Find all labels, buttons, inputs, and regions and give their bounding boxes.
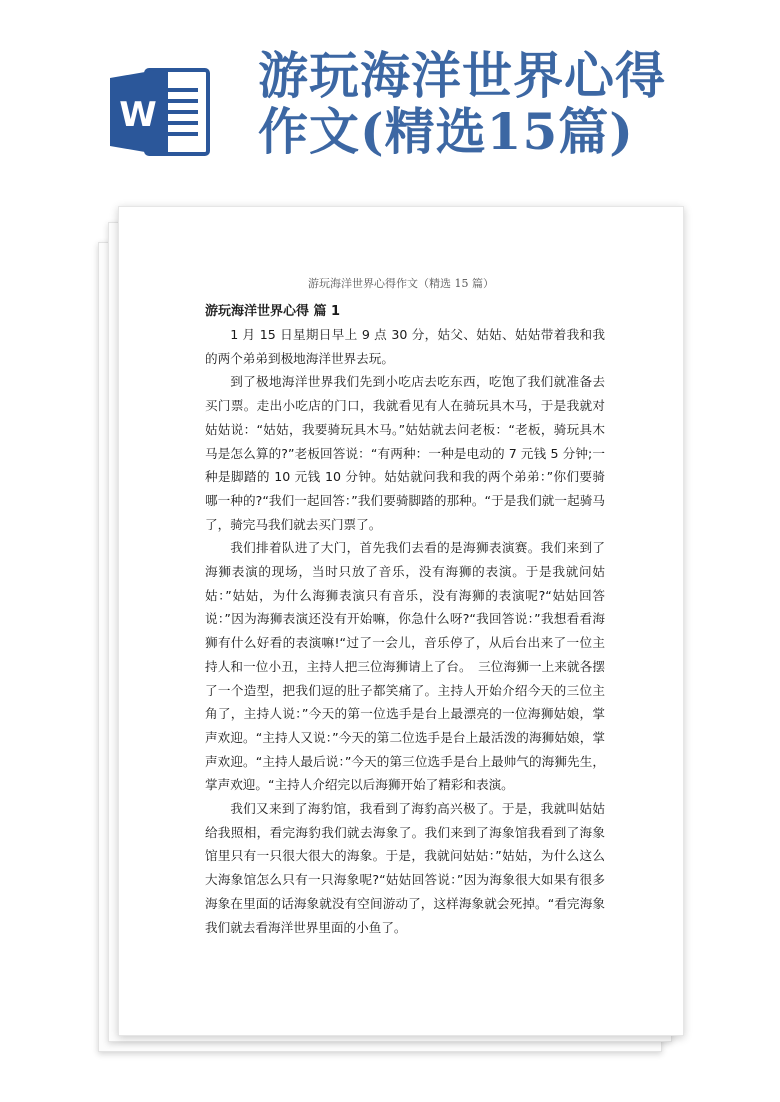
paragraph-1: 1 月 15 日星期日早上 9 点 30 分，姑父、姑姑、姑姑带着我和我的两个弟弟到极地海洋世界去玩。 (205, 327, 605, 366)
svg-text:W: W (119, 95, 157, 135)
document-body (205, 301, 605, 939)
word-document-icon (108, 66, 210, 158)
running-header: 游玩海洋世界心得作文（精选 15 篇） (308, 277, 494, 290)
section-title: 游玩海洋世界心得 篇 1 (205, 304, 341, 319)
paragraph-3: 我们排着队进了大门，首先我们去看的是海狮表演赛。我们来到了海狮表演的现场，当时只放了音乐，没有海狮的表演。于是我就问姑姑：”姑姑，为什么海狮表演只有音乐，没有海狮的表演呢?“姑姑回答说：”因为海狮表演还没有开始嘛，你急什么呀?“我回答说：”我想看看海狮有什么好看的表演嘛!“过了一会儿，音乐停了，从后台出来了一位主持人和一位小丑，主持人把三位海狮请上了台。 三位海狮一上来就各摆了一个造型，把我们逗的肚子都笑痛了。主持人开始介绍今天的三位主角了，主持人说：”今天的第一位选手是台上最漂亮的一位海狮姑娘，掌声欢迎。“主持人又说：”今天的第二位选手是台上最活泼的海狮姑娘，掌声欢迎。“主持人最后说：”今天的第三位选手是台上最帅气的海狮先生，掌声欢迎。“主持人介绍完以后海狮开始了精彩和表演。 (205, 540, 605, 793)
document-title (258, 48, 768, 160)
paragraph-2: 到了极地海洋世界我们先到小吃店去吃东西，吃饱了我们就准备去买门票。走出小吃店的门口，我就看见有人在骑玩具木马，于是我就对姑姑说：“姑姑，我要骑玩具木马。”姑姑就去问老板：“老板，骑玩具木马是怎么算的?”老板回答说：“有两种：一种是电动的 7 元钱 5 分钟;一种是脚踏的 10 元钱 10 分钟。姑姑就问我和我的两个弟弟：”你们要骑哪一种的?“我们一起回答：”我们要骑脚踏的那种。“于是我们就一起骑马了，骑完马我们就去买门票了。 (205, 374, 605, 532)
document-page (118, 206, 684, 1036)
paragraph-4: 我们又来到了海豹馆，我看到了海豹高兴极了。于是，我就叫姑姑给我照相，看完海豹我们就去海象了。我们来到了海象馆我看到了海象馆里只有一只很大很大的海象。于是，我就问姑姑：”姑姑，为什么这么大海象馆怎么只有一只海象呢?“姑姑回答说：”因为海象很大如果有很多海象在里面的话海象就没有空间游动了，这样海象就会死掉。“看完海象我们就去看海洋世界里面的小鱼了。 (205, 801, 605, 935)
title-line-2: 作文(精选15篇) (258, 102, 634, 161)
header (0, 0, 780, 200)
title-line-1: 游玩海洋世界心得 (258, 46, 666, 105)
